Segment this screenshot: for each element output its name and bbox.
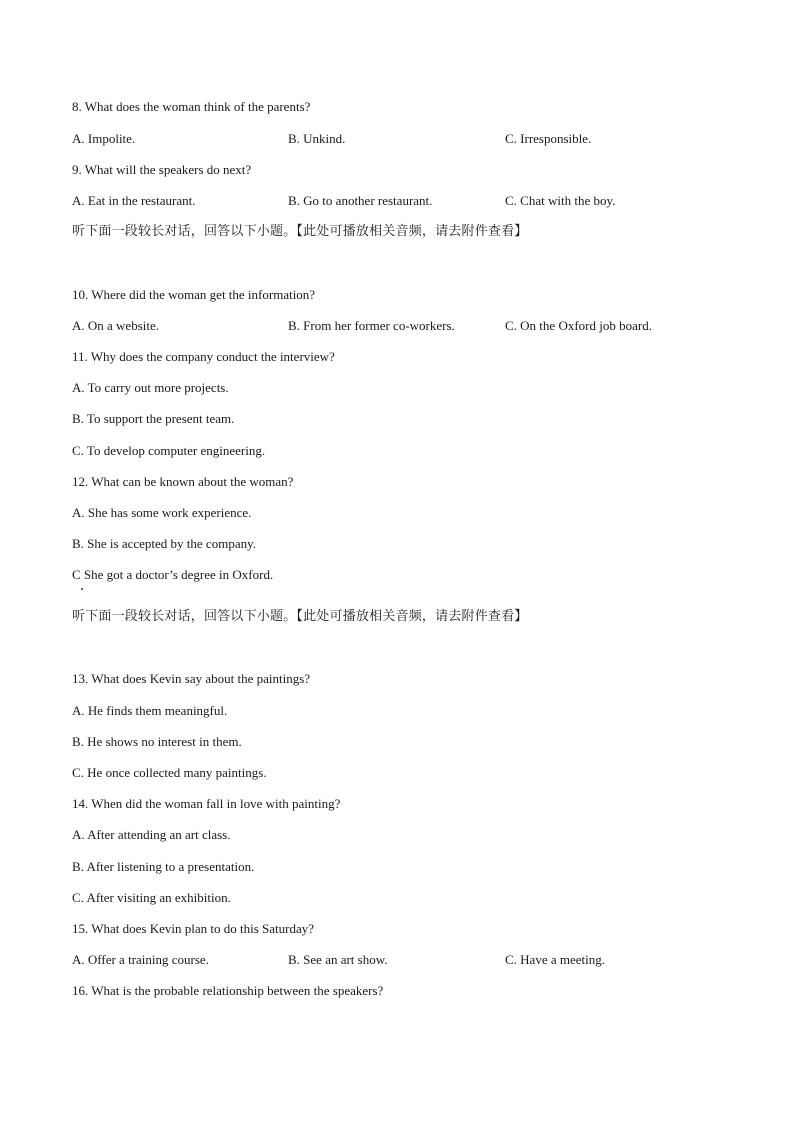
option-c: C. On the Oxford job board. [505,318,652,333]
option-a: A. Impolite. [72,131,136,146]
option-a: A. On a website. [72,318,160,333]
question-11: 11. Why does the company conduct the interview? [72,349,335,364]
option-a: A. After attending an art class. [72,827,231,842]
option-b: B. After listening to a presentation. [72,859,255,874]
option-b: B. Unkind. [288,131,346,146]
listening-instruction: 听下面一段较长对话，回答以下小题。【此处可播放相关音频，请去附件查看】 [72,609,528,624]
option-c: C. Irresponsible. [505,131,592,146]
question-14: 14. When did the woman fall in love with painting? [72,796,341,811]
option-c: C She got a doctor’s degree in Oxford. [72,567,274,582]
question-9: 9. What will the speakers do next? [72,162,252,177]
option-c: C. To develop computer engineering. [72,443,266,458]
question-8-options [0,131,794,147]
option-a: A. She has some work experience. [72,505,252,520]
option-a: A. He finds them meaningful. [72,703,228,718]
option-b: B. To support the present team. [72,411,235,426]
question-12: 12. What can be known about the woman? [72,474,294,489]
question-15: 15. What does Kevin plan to do this Saturday? [72,921,315,936]
option-c: C. Have a meeting. [505,952,605,967]
question-8: 8. What does the woman think of the parents? [72,99,311,114]
option-b: B. Go to another restaurant. [288,193,433,208]
option-a: A. Offer a training course. [72,952,209,967]
question-10-options [0,318,794,334]
stray-mark [81,588,83,590]
option-a: A. Eat in the restaurant. [72,193,196,208]
listening-instruction: 听下面一段较长对话，回答以下小题。【此处可播放相关音频，请去附件查看】 [72,224,528,239]
option-b: B. From her former co-workers. [288,318,455,333]
question-16: 16. What is the probable relationship between the speakers? [72,983,384,998]
option-c: C. After visiting an exhibition. [72,890,231,905]
option-b: B. See an art show. [288,952,388,967]
option-a: A. To carry out more projects. [72,380,229,395]
option-b: B. She is accepted by the company. [72,536,256,551]
question-13: 13. What does Kevin say about the paintings? [72,671,311,686]
question-15-options [0,952,794,968]
option-c: C. He once collected many paintings. [72,765,267,780]
option-b: B. He shows no interest in them. [72,734,242,749]
question-10: 10. Where did the woman get the information? [72,287,316,302]
question-9-options [0,193,794,209]
option-c: C. Chat with the boy. [505,193,616,208]
